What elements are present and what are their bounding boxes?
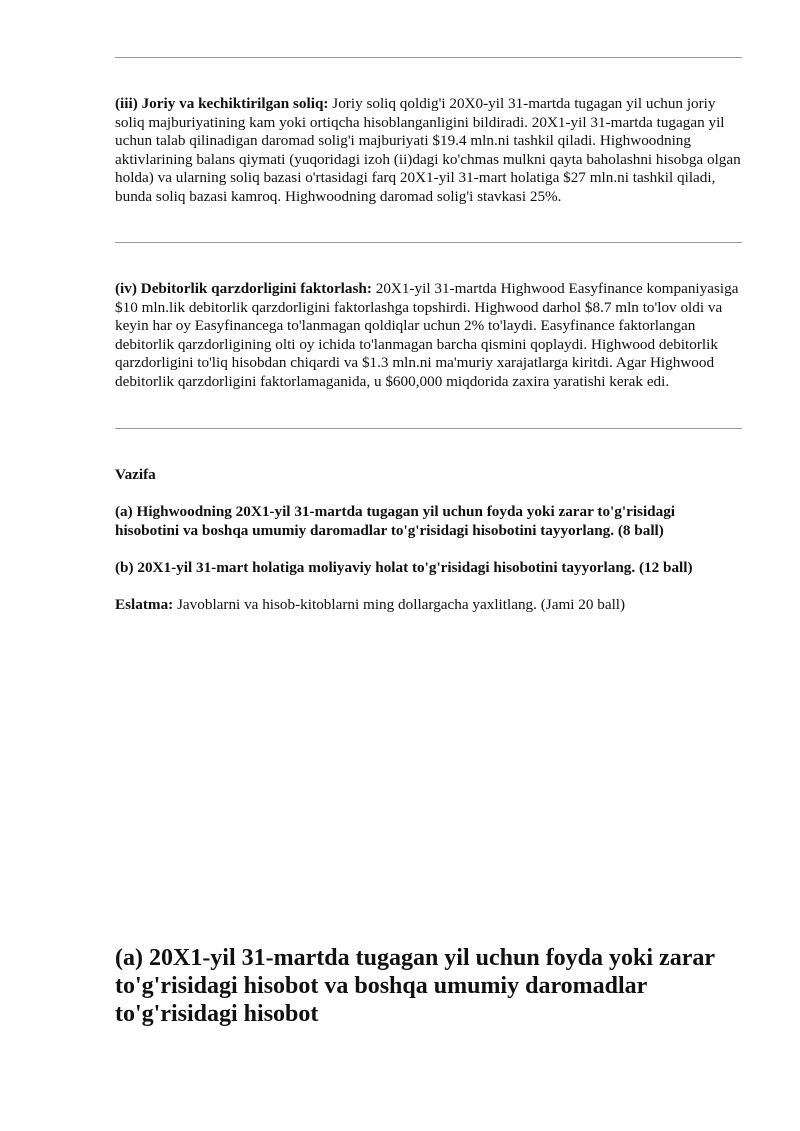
section-iii-paragraph [115,95,742,207]
task-note-text: Javoblarni va hisob-kitoblarni ming dollargacha yaxlitlang. (Jami 20 ball) [173,596,626,613]
divider-2 [115,428,742,429]
section-iv-text: 20X1-yil 31-martda Highwood Easyfinance kompaniyasiga $10 mln.lik debitorlik qarzdorligini faktorlashga topshirdi. Highwood darhol $8.7 mln to'lov oldi va keyin har oy Easyfinancega to'lanmagan qoldiqlar uchun 2% to'laydi. Easyfinance faktorlangan debitorlik qarzdorligining olti oy ichida to'lanmagan barcha qismini qoplaydi. Highwood debitorlik qarzdorligini to'liq hisobdan chiqardi va $1.3 mln.ni ma'muriy xarajatlarga kiritdi. Agar Highwood debitorlik qarzdorligini faktorlamaganida, u $600,000 miqdorida zaxira yaratishi kerak edi. [115,280,739,390]
section-iv-paragraph [115,280,742,392]
task-part-a: (a) Highwoodning 20X1-yil 31-martda tugagan yil uchun foyda yoki zarar to'g'risidagi hisobotini va boshqa umumiy daromadlar to'g'risidagi hisobotini tayyorlang. (8 ball) [115,503,676,539]
task-note [115,596,742,615]
section-iv-label: (iv) Debitorlik qarzdorligini faktorlash: [115,280,372,297]
section-iii-label: (iii) Joriy va kechiktirilgan soliq: [115,95,329,112]
task-title: Vazifa [115,466,156,483]
divider-1 [115,242,742,243]
section-iii-text: Joriy soliq qoldig'i 20X0-yil 31-martda tugagan yil uchun joriy soliq majburiyatining kam yoki ortiqcha hisoblanganligini bildiradi. 20X1-yil 31-martda tugagan yil uchun talab qilinadigan daromad solig'i majburiyati $19.4 mln.ni tashkil qiladi. Highwoodning aktivlarining balans qiymati (yuqoridagi izoh (ii)dagi ko'chmas mulkni qayta baholashni hisobga olgan holda) va ularning soliq bazasi o'rtasidagi farq 20X1-yil 31-mart holatiga $27 mln.ni tashkil qiladi, bunda soliq bazasi kamroq. Highwoodning daromad solig'i stavkasi 25%. [115,95,741,205]
task-part-b: (b) 20X1-yil 31-mart holatiga moliyaviy holat to'g'risidagi hisobotini tayyorlang. (12 ball) [115,559,693,576]
answer-heading: (a) 20X1-yil 31-martda tugagan yil uchun foyda yoki zarar to'g'risidagi hisobot va boshqa umumiy daromadlar to'g'risidagi hisobot [115,945,715,1027]
task-note-label: Eslatma: [115,596,174,613]
divider-top [115,57,742,58]
